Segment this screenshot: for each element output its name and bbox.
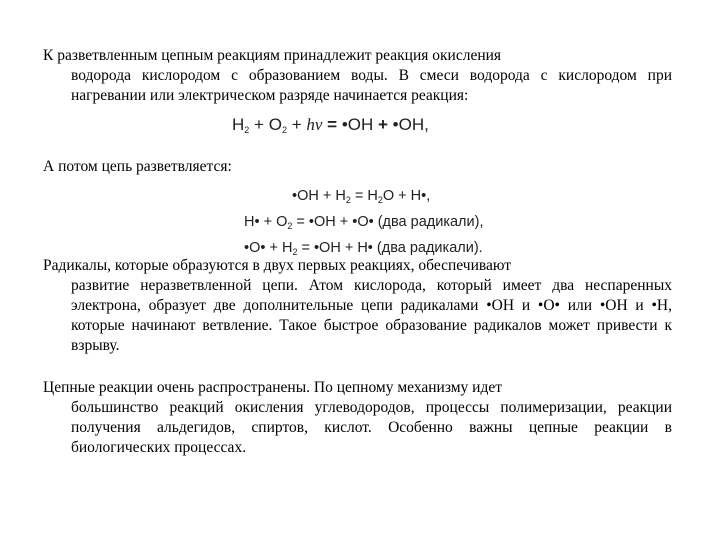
branching-label: А потом цепь разветвляется: (43, 158, 232, 175)
radicals-paragraph (43, 256, 672, 356)
branch-equation-1: •OH + $H_2 = H_2O$ + H•, (292, 188, 431, 205)
initiation-equation (232, 115, 429, 135)
radicals-first-line: Радикалы, которые образуются в двух первых реакциях, обеспечивают (43, 257, 512, 274)
eq-radical: •OH (392, 115, 425, 134)
branch-equation-2: H• + $O_2$ = •OH + •O• (два радикали), (244, 214, 484, 231)
eq-equals: = (327, 115, 338, 134)
eq-hv: hν (306, 115, 323, 134)
eq-o: O (268, 115, 282, 134)
eq-comma: , (424, 115, 429, 134)
chain-first-line: Цепные реакции очень распространены. По цепному механизму идет (43, 379, 503, 396)
eq-plus: + (291, 115, 302, 134)
radicals-rest: развитие неразветвленной цепи. Атом кислорода, который имеет два неспаренных электрона, образует две дополнительные цепи радикалами •OH и •О• или •OH и •Н, которые начинают ветвление. Такое быстрое образование радикалов может привести к взрыву. (71, 277, 672, 354)
intro-paragraph (43, 46, 672, 106)
chain-reactions-paragraph (43, 378, 672, 458)
branch-equation-3: •O• + $H_2$ = •OH + H• (два радикали). (244, 240, 483, 257)
eq-plus: + (254, 115, 264, 134)
eq-h: H (232, 115, 245, 134)
chain-rest: большинство реакций окисления углеводородов, процессы полимеризации, реакции получения альдегидов, спиртов, кислот. Особенно важны цепные реакции в биологических процессах. (71, 399, 672, 456)
eq-o-sub: 2 (281, 125, 287, 135)
intro-first-line: К разветвленным цепным реакциям принадлежит реакция окисления (43, 47, 502, 64)
eq-plus: + (378, 115, 388, 134)
eq-radical: •OH (341, 115, 374, 134)
intro-rest: водорода кислородом с образованием воды. В смеси водорода с кислородом при нагревании или электрическом разряде начинается реакция: (71, 67, 672, 104)
branching-equations (244, 185, 483, 263)
eq-h-sub: 2 (244, 125, 250, 135)
